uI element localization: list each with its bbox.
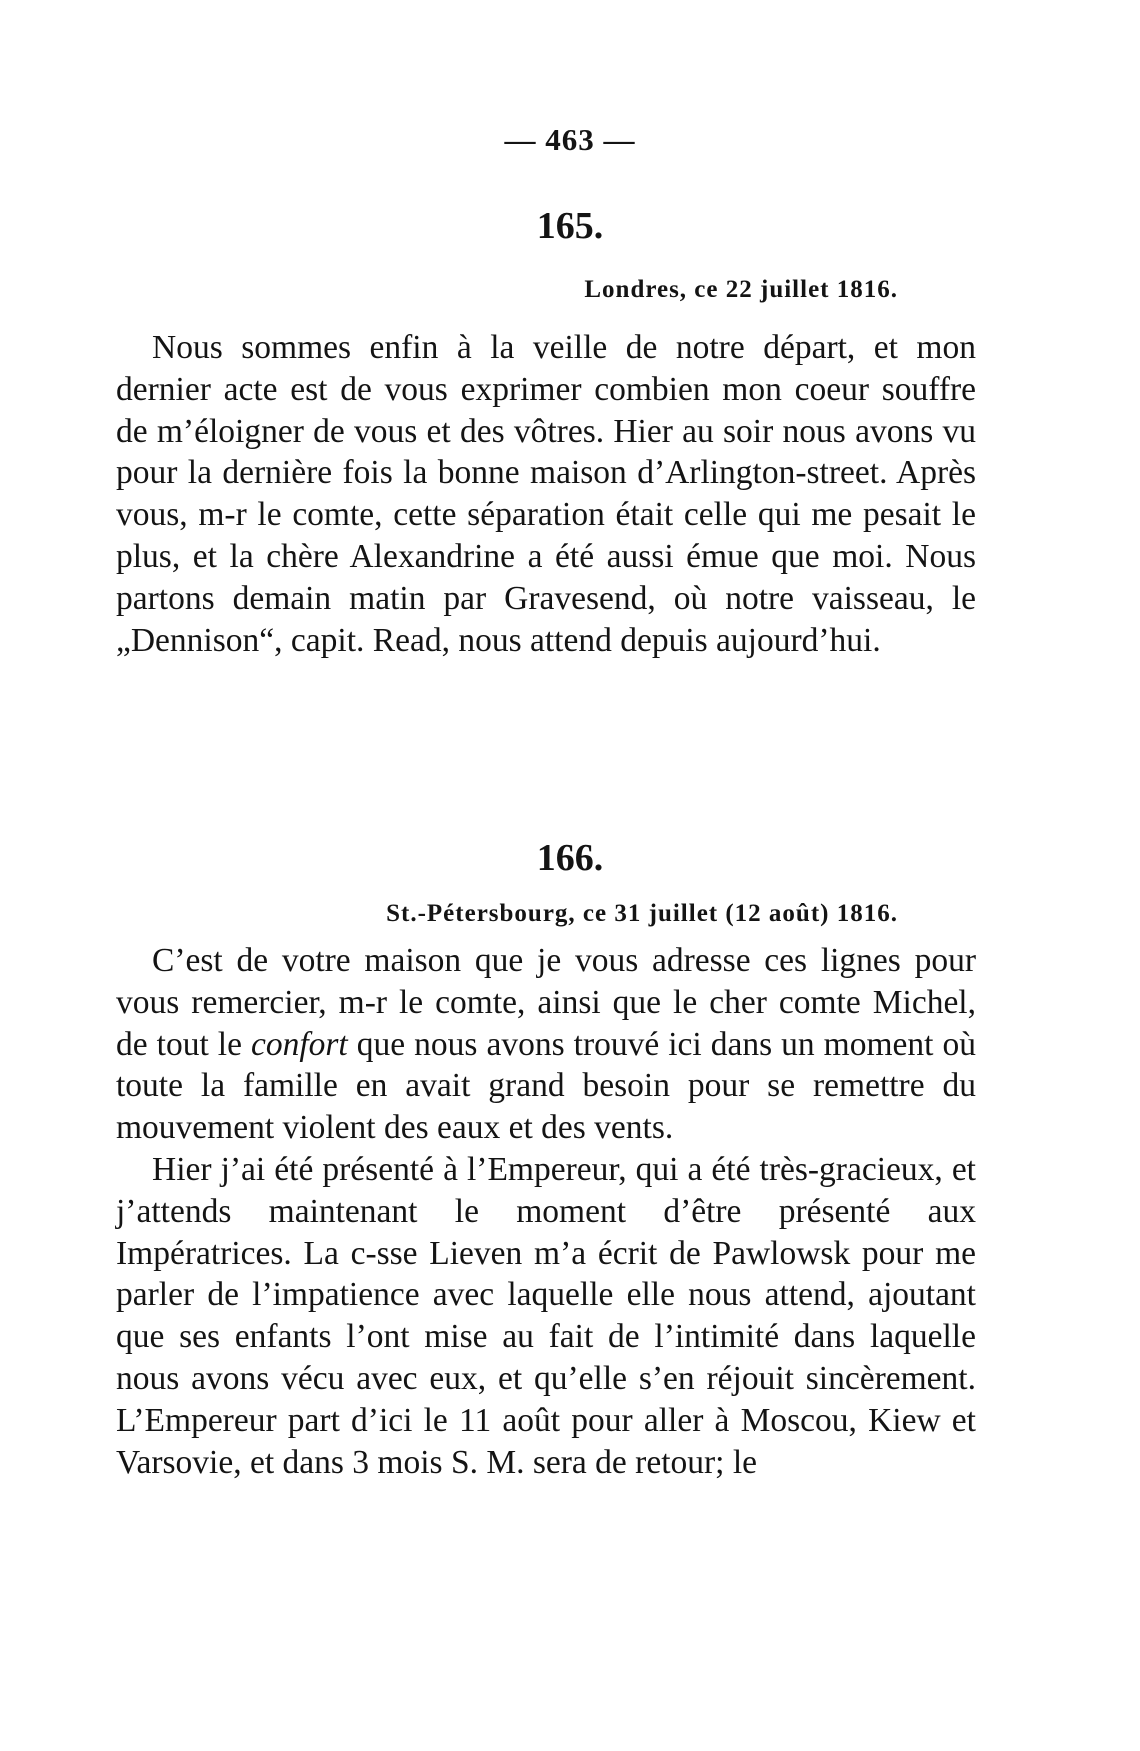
letter-166-paragraph-1: [116, 940, 976, 1149]
letter-166-dateline: St.-Pétersbourg, ce 31 juillet (12 août) 1816.: [386, 900, 898, 927]
italic-word-confort: confort: [250, 1025, 348, 1063]
letter-165-body: [116, 327, 976, 661]
letter-number-166: 166.: [536, 837, 604, 879]
letter-number-165: 165.: [536, 205, 604, 247]
letter-166-paragraph-2: Hier j’ai été présenté à l’Empereur, qui a été très-gracieux, et j’attends maintenant le moment d’être présenté aux Impératrices. La c-sse Lieven m’a écrit de Pawlowsk pour me parler de l’impatience avec laquelle elle nous attend, ajoutant que ses enfants l’ont mise au fait de l’intimité dans laquelle nous avons vécu avec eux, et qu’elle s’en réjouit sincèrement. L’Empereur part d’ici le 11 août pour aller à Moscou, Kiew et Varsovie, et dans 3 mois S. M. sera de retour; le: [116, 1150, 976, 1481]
paragraph-text-before-italic: C’est de votre maison que je vous adresse ces lignes pour vous remercier, m-r le comte, ainsi que le cher comte Michel, de tout le: [116, 942, 976, 1063]
letter-165-dateline: Londres, ce 22 juillet 1816.: [584, 276, 898, 303]
letter-165-paragraph-1: Nous sommes enfin à la veille de notre départ, et mon dernier acte est de vous exprimer combien mon coeur souffre de m’éloigner de vous et des vôtres. Hier au soir nous avons vu pour la dernière fois la bonne maison d’Arlington-street. Après vous, m-r le comte, cette séparation était celle qui me pesait le plus, et la chère Alexandrine a été aussi émue que moi. Nous partons demain matin par Gravesend, où notre vaisseau, le „Dennison“, capit. Read, nous attend depuis aujourd’hui.: [116, 329, 976, 659]
page-number: — 463 —: [504, 122, 636, 157]
letter-166-body: [116, 940, 976, 1483]
paragraph-text-after-italic: que nous avons trouvé ici dans un moment où toute la famille en avait grand besoin pour se remettre du mouvement violent des eaux et des vents.: [116, 1025, 976, 1147]
